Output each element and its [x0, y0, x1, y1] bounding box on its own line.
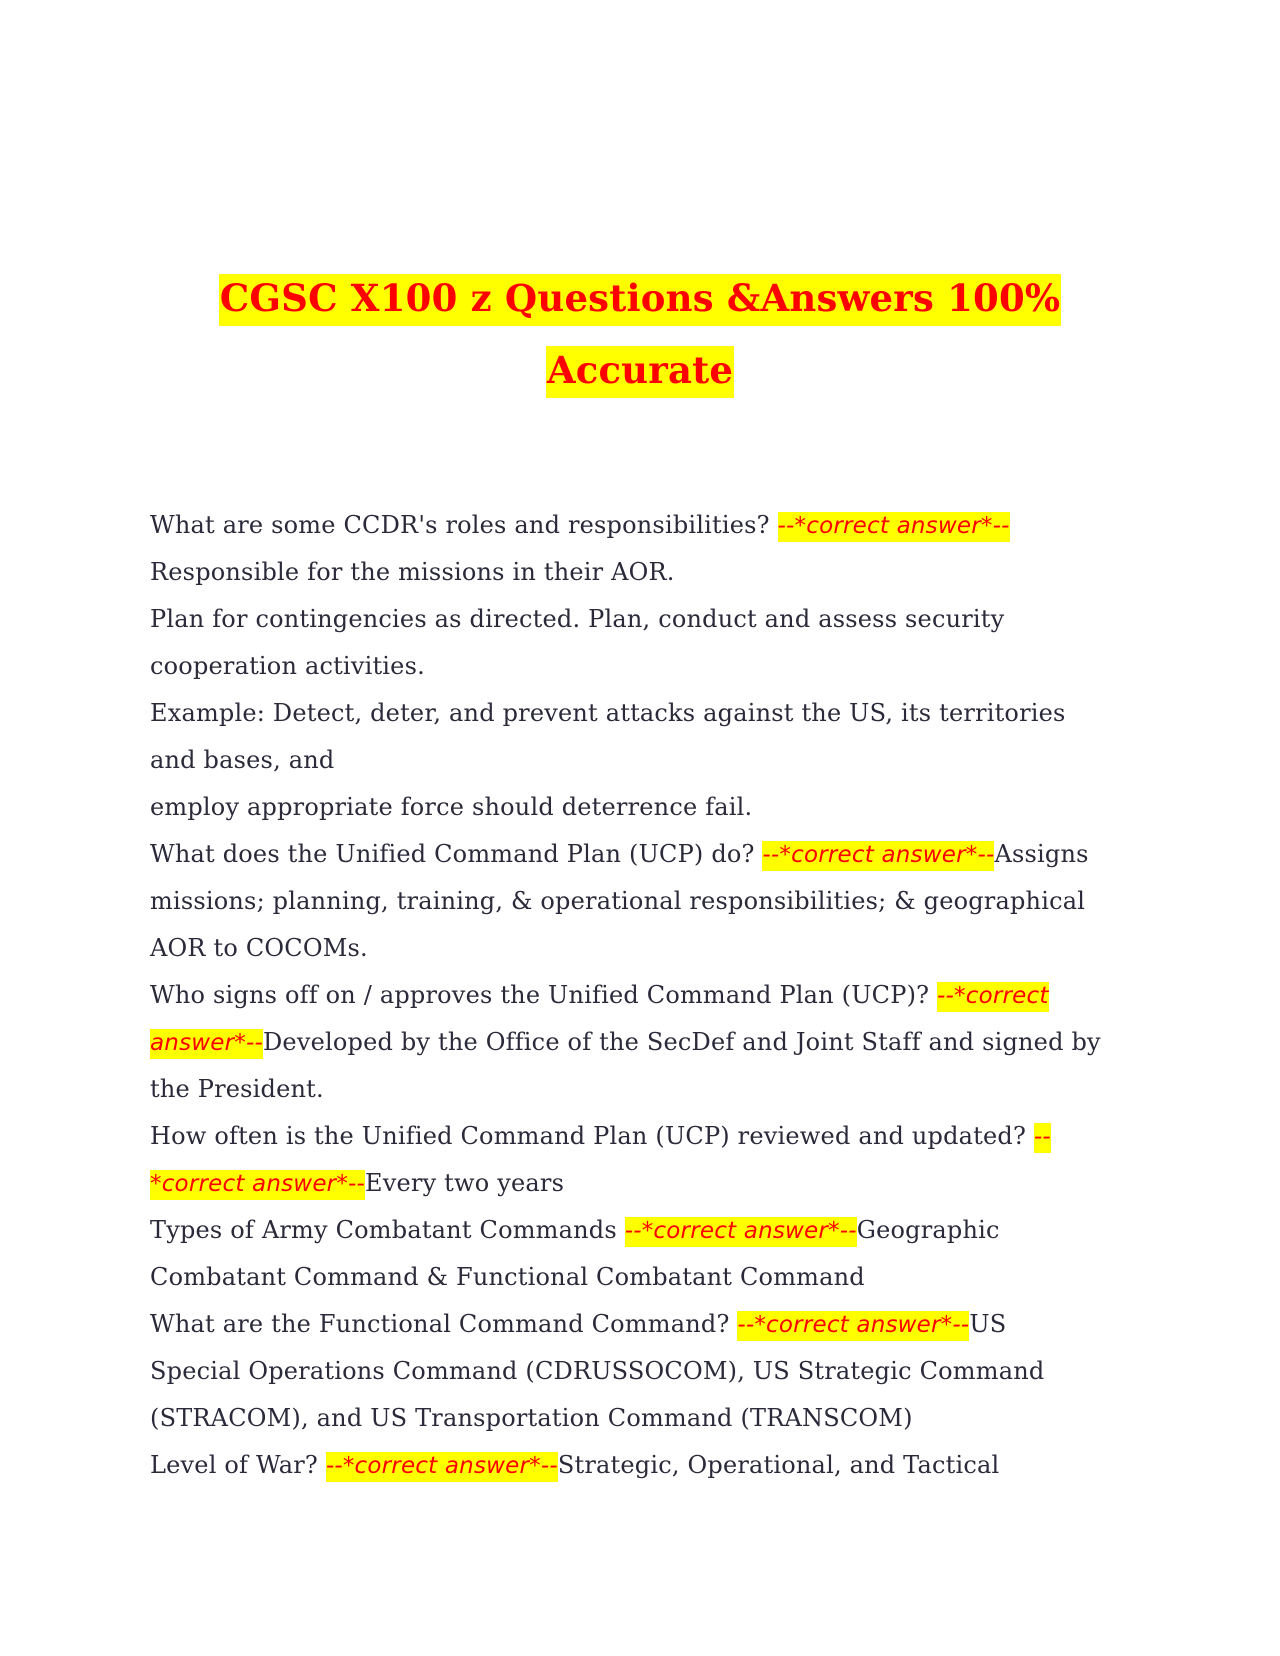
answer-line [150, 596, 1140, 643]
question-text: Types of Army Combatant Commands [150, 1216, 625, 1244]
answer-text: Plan for contingencies as directed. Plan, conduct and assess security [150, 605, 1005, 633]
answer-text: US [969, 1310, 1007, 1338]
answer-text: employ appropriate force should deterrence fail. [150, 793, 753, 821]
title-line-2 [0, 334, 1280, 406]
answer-line [150, 784, 1140, 831]
answer-line [150, 690, 1140, 737]
answer-text: Developed by the Office of the SecDef and Joint Staff and signed by [262, 1028, 1101, 1056]
question-line [150, 502, 1140, 549]
question-line [150, 1113, 1140, 1160]
question-text: What are some CCDR's roles and responsibilities? [150, 511, 778, 539]
question-text: How often is the Unified Command Plan (UCP) reviewed and updated? [150, 1122, 1034, 1150]
answer-text: Special Operations Command (CDRUSSOCOM), US Strategic Command [150, 1357, 1045, 1385]
answer-text: Combatant Command & Functional Combatant Command [150, 1263, 865, 1291]
answer-line [150, 1348, 1140, 1395]
answer-line [150, 1066, 1140, 1113]
answer-text: Assigns [994, 840, 1089, 868]
answer-line [150, 1019, 1140, 1066]
question-text: What does the Unified Command Plan (UCP) do? [150, 840, 763, 868]
answer-line [150, 925, 1140, 972]
answer-line [150, 643, 1140, 690]
answer-text: Strategic, Operational, and Tactical [557, 1451, 1000, 1479]
question-text: Level of War? [150, 1451, 326, 1479]
answer-line [150, 1254, 1140, 1301]
answer-text: the President. [150, 1075, 324, 1103]
title-text-2: Accurate [546, 346, 734, 398]
question-line [150, 1442, 1140, 1489]
answer-line [150, 878, 1140, 925]
document-body [150, 502, 1140, 1489]
question-line [150, 831, 1140, 878]
title-text-1: CGSC X100 z Questions &Answers 100% [219, 274, 1062, 326]
answer-marker: --*correct [937, 982, 1049, 1012]
document-title [0, 262, 1280, 406]
answer-line [150, 549, 1140, 596]
answer-text: cooperation activities. [150, 652, 425, 680]
answer-text: Example: Detect, deter, and prevent attacks against the US, its territories [150, 699, 1066, 727]
answer-marker: --*correct answer*-- [762, 841, 994, 871]
answer-marker: answer*-- [150, 1029, 263, 1059]
answer-text: and bases, and [150, 746, 335, 774]
answer-line [150, 1395, 1140, 1442]
answer-text: Responsible for the missions in their AOR. [150, 558, 675, 586]
question-line [150, 1301, 1140, 1348]
answer-text: missions; planning, training, & operational responsibilities; & geographical [150, 887, 1086, 915]
answer-text: Geographic [856, 1216, 1000, 1244]
answer-marker: *correct answer*-- [150, 1170, 365, 1200]
answer-marker: --*correct answer*-- [625, 1217, 857, 1247]
answer-marker: --*correct answer*-- [326, 1452, 558, 1482]
answer-marker: -- [1034, 1123, 1051, 1153]
question-text: What are the Functional Command Command? [150, 1310, 738, 1338]
answer-marker: --*correct answer*-- [778, 512, 1010, 542]
answer-text: (STRACOM), and US Transportation Command (TRANSCOM) [150, 1404, 913, 1432]
question-line [150, 972, 1140, 1019]
answer-text: Every two years [365, 1169, 565, 1197]
question-text: Who signs off on / approves the Unified Command Plan (UCP)? [150, 981, 938, 1009]
answer-line [150, 1160, 1140, 1207]
answer-text: AOR to COCOMs. [150, 934, 368, 962]
question-line [150, 1207, 1140, 1254]
title-line-1 [0, 262, 1280, 334]
answer-marker: --*correct answer*-- [737, 1311, 969, 1341]
answer-line [150, 737, 1140, 784]
